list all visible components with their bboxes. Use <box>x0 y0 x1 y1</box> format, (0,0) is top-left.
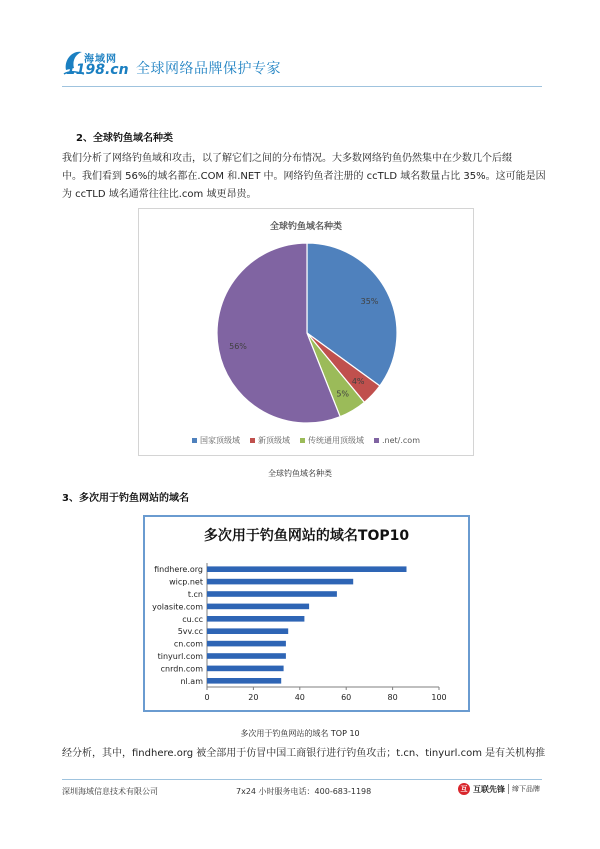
footer-hotline: 7x24 小时服务电话：400-683-1198 <box>236 787 372 796</box>
pie-data-label: 35% <box>360 297 379 307</box>
category-label: wicp.net <box>169 577 203 587</box>
bar <box>207 666 284 672</box>
x-tick-label: 100 <box>431 693 447 702</box>
category-label: cn.com <box>173 639 203 649</box>
category-label: 5vv.cc <box>177 627 203 637</box>
category-label: cnrdn.com <box>160 664 203 674</box>
brand-name: 互联先锋 <box>473 784 505 794</box>
logo-text-top: 海域网 <box>84 54 117 65</box>
header-slogan: 全球网络品牌保护专家 <box>136 61 281 77</box>
pie-chart-plot <box>139 209 475 429</box>
pie-data-label: 4% <box>351 377 365 387</box>
x-tick-label: 60 <box>341 693 352 702</box>
bar-chart-plot <box>145 517 468 710</box>
brand-tagline: 缔下品牌 <box>512 785 540 793</box>
category-label: yolasite.com <box>152 602 203 612</box>
pie-chart-title: 全球钓鱼域名种类 <box>269 222 342 232</box>
x-tick-label: 40 <box>294 693 305 702</box>
bar-chart-title: 多次用于钓鱼网站的域名TOP10 <box>203 528 410 544</box>
legend-label: 国家顶级域 <box>200 436 240 445</box>
legend-item <box>300 435 364 446</box>
brand-logo-icon: 互 <box>458 783 470 795</box>
bar <box>207 678 281 684</box>
legend-label: 传统通用顶级域 <box>308 436 364 445</box>
section-3-paragraph: 经分析，其中，findhere.org 被全部用于仿冒中国工商银行进行钓鱼攻击；t.cn、tinyurl.com 是有关机构推 <box>62 748 546 759</box>
x-tick-label: 0 <box>204 693 210 702</box>
bar <box>207 628 288 634</box>
bar <box>207 591 337 597</box>
legend-item <box>374 435 420 446</box>
x-tick-label: 80 <box>387 693 398 702</box>
bar-chart-caption: 多次用于钓鱼网站的域名 TOP 10 <box>240 729 360 738</box>
section-2-title: 2、全球钓鱼域名种类 <box>76 133 173 144</box>
category-label: t.cn <box>187 590 203 599</box>
legend-label: .net/.com <box>382 436 420 445</box>
legend-swatch <box>300 438 305 443</box>
pie-chart-caption: 全球钓鱼域名种类 <box>268 469 332 478</box>
legend-item <box>250 435 290 446</box>
category-label: cu.cc <box>182 614 203 624</box>
pie-data-label: 5% <box>336 389 350 399</box>
logo-text-num: 1198.cn <box>66 62 129 78</box>
legend-item <box>192 435 240 446</box>
paragraph-line: 为 ccTLD 域名通常往往比.com 域更昂贵。 <box>62 189 257 200</box>
legend-swatch <box>250 438 255 443</box>
category-label: findhere.org <box>154 565 203 575</box>
section-2-paragraph <box>62 150 546 204</box>
legend-swatch <box>192 438 197 443</box>
category-label: nl.am <box>180 676 203 686</box>
category-label: tinyurl.com <box>157 652 203 661</box>
bar <box>207 579 353 585</box>
legend-label: 新顶级域 <box>258 436 290 445</box>
footer-brand <box>458 782 540 796</box>
section-3-title: 3、多次用于钓鱼网站的域名 <box>62 493 189 504</box>
paragraph-line: 我们分析了网络钓鱼域和攻击，以了解它们之间的分布情况。大多数网络钓鱼仍然集中在少数几个后缀 <box>62 153 512 164</box>
footer-divider <box>62 779 542 780</box>
x-tick-label: 20 <box>248 693 259 702</box>
bar <box>207 604 309 610</box>
header-divider <box>62 86 542 87</box>
pie-legend <box>139 435 473 446</box>
bar-chart <box>143 515 470 712</box>
legend-swatch <box>374 438 379 443</box>
bar <box>207 616 304 622</box>
bar <box>207 566 407 572</box>
brand-separator <box>508 784 509 794</box>
paragraph-line: 中。我们看到 56%的域名都在.COM 和.NET 中。网络钓鱼者注册的 ccTLD 域名数量占比 35%。这可能是因 <box>62 171 546 182</box>
company-logo <box>62 48 132 80</box>
pie-chart <box>138 208 474 456</box>
bar <box>207 653 286 659</box>
footer-company: 深圳海域信息技术有限公司 <box>62 787 158 796</box>
bar <box>207 641 286 647</box>
pie-data-label: 56% <box>229 342 247 352</box>
